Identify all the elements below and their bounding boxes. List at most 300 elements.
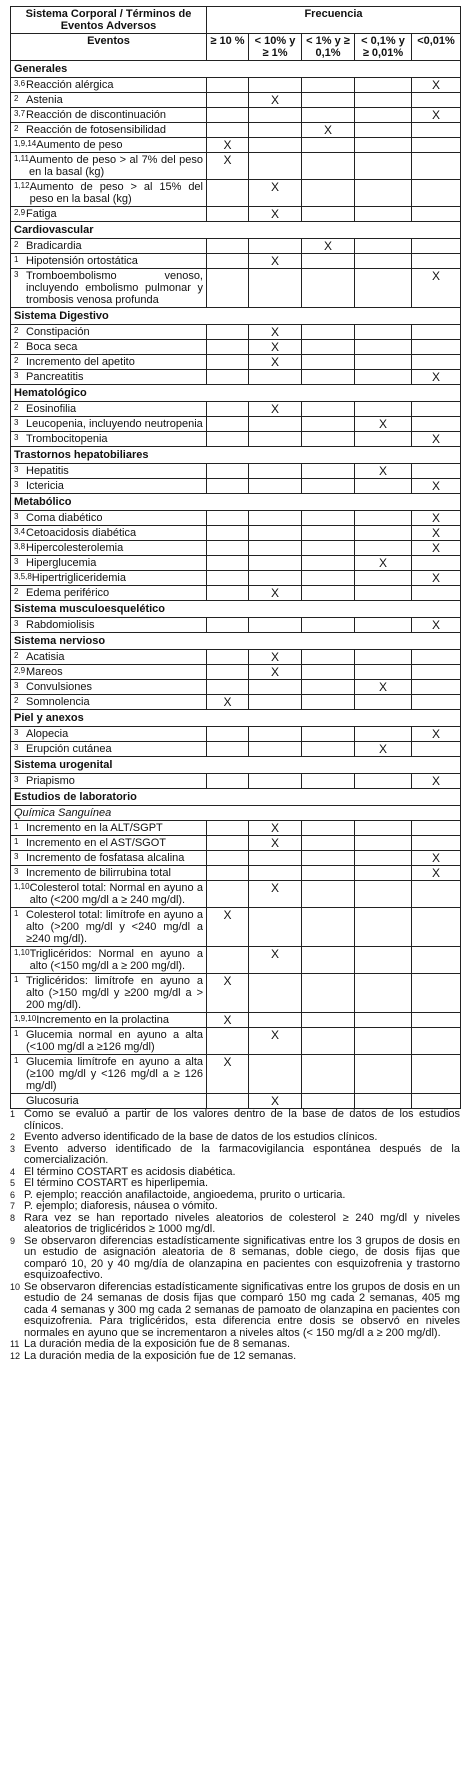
frequency-mark: X bbox=[270, 402, 279, 416]
frequency-cell bbox=[249, 432, 302, 447]
section-header-row bbox=[11, 710, 461, 727]
frequency-cell bbox=[302, 695, 355, 710]
event-term-cell bbox=[11, 417, 207, 432]
footnote-text: Evento adverso identificado de la farmacovigilancia espontánea después de la comercialización. bbox=[24, 1142, 460, 1166]
table-row bbox=[11, 123, 461, 138]
footnote-ref: 1 bbox=[14, 909, 19, 918]
table-row bbox=[11, 432, 461, 447]
frequency-cell bbox=[249, 742, 302, 757]
frequency-cell bbox=[302, 417, 355, 432]
event-term-cell bbox=[11, 1013, 207, 1028]
frequency-cell bbox=[249, 108, 302, 123]
frequency-cell bbox=[412, 680, 461, 695]
table-row bbox=[11, 618, 461, 633]
frequency-cell bbox=[302, 680, 355, 695]
footnote-ref: 1,11 bbox=[14, 154, 29, 163]
event-term-cell bbox=[11, 123, 207, 138]
event-term-cell bbox=[11, 774, 207, 789]
frequency-cell bbox=[249, 680, 302, 695]
footnote-ref: 3 bbox=[14, 270, 19, 279]
table-body bbox=[11, 61, 461, 1109]
section-title: Metabólico bbox=[11, 494, 461, 511]
event-term: Rabdomiolisis bbox=[26, 619, 95, 631]
frequency-cell bbox=[412, 821, 461, 836]
frequency-cell bbox=[207, 541, 249, 556]
footnote-ref: 1 bbox=[14, 822, 19, 831]
event-term-cell bbox=[11, 586, 207, 601]
footnote-text: Evento adverso identificado de la base de datos de los estudios clínicos. bbox=[24, 1131, 378, 1143]
table-row bbox=[11, 239, 461, 254]
footnote-ref: 2 bbox=[14, 240, 19, 249]
footnote-ref: 3 bbox=[14, 743, 19, 752]
event-term-cell bbox=[11, 254, 207, 269]
frequency-cell bbox=[302, 464, 355, 479]
table-row bbox=[11, 153, 461, 180]
footnote-text: El término COSTART es acidosis diabética. bbox=[24, 1165, 236, 1178]
event-term: Leucopenia, incluyendo neutropenia bbox=[26, 418, 203, 430]
event-term-cell bbox=[11, 571, 207, 586]
frequency-cell bbox=[249, 402, 302, 417]
table-row bbox=[11, 947, 461, 974]
frequency-mark: X bbox=[270, 325, 279, 339]
footnote-number: 1 bbox=[10, 1109, 16, 1119]
frequency-mark: X bbox=[378, 742, 387, 756]
frequency-cell bbox=[412, 78, 461, 93]
event-term: Colesterol total: Normal en ayuno a alto (<200 mg/dl a ≥ 240 mg/dl). bbox=[29, 882, 203, 906]
frequency-mark: X bbox=[270, 947, 279, 961]
table-row bbox=[11, 742, 461, 757]
frequency-cell bbox=[302, 908, 355, 947]
frequency-cell bbox=[207, 836, 249, 851]
frequency-mark: X bbox=[270, 821, 279, 835]
footnote-ref: 2 bbox=[14, 403, 19, 412]
footnote-text: Como se evaluó a partir de los valores dentro de la base de datos de los estudios clínicos. bbox=[24, 1108, 460, 1132]
frequency-cell bbox=[249, 727, 302, 742]
event-term: Hipertrigliceridemia bbox=[31, 572, 126, 584]
footnote-ref: 2 bbox=[14, 696, 19, 705]
frequency-cell bbox=[355, 774, 412, 789]
event-term: Glucosuria bbox=[26, 1095, 79, 1107]
footnote-ref: 3,8 bbox=[14, 542, 26, 551]
footnote-item bbox=[10, 1236, 460, 1282]
event-term-cell bbox=[11, 78, 207, 93]
event-term-cell bbox=[11, 680, 207, 695]
frequency-cell bbox=[412, 479, 461, 494]
frequency-cell bbox=[207, 464, 249, 479]
freq-col-header: < 0,1% y ≥ 0,01% bbox=[355, 34, 412, 61]
frequency-cell bbox=[302, 1055, 355, 1094]
footnote-text: P. ejemplo; reacción anafilactoide, angioedema, prurito o urticaria. bbox=[24, 1188, 346, 1201]
frequency-cell bbox=[302, 821, 355, 836]
footnote-text: Se observaron diferencias estadísticamente significativas entre los grupos de dosis en un estudio de 24 semanas de dosis fijas que comparó 150 mg cada 2 semanas, 405 mg cada 4 semanas y 300 mg cada 2 semanas de pamoato de olanzapina en pacientes con esquizofrenia. Para triglicéridos, esta diferencia entre dosis se observó en niveles normales en ayuno que se incrementaron a niveles altos (< 150 mg/dl a ≥ 200 mg/dl). bbox=[24, 1280, 460, 1339]
table-row bbox=[11, 340, 461, 355]
frequency-cell bbox=[355, 108, 412, 123]
event-term: Incremento en el AST/SGOT bbox=[26, 837, 167, 849]
footnote-ref: 2 bbox=[14, 356, 19, 365]
section-header-row bbox=[11, 222, 461, 239]
table-row bbox=[11, 1055, 461, 1094]
event-term-cell bbox=[11, 108, 207, 123]
frequency-cell bbox=[355, 821, 412, 836]
frequency-cell bbox=[302, 269, 355, 308]
frequency-mark: X bbox=[432, 571, 441, 585]
footnote-ref: 3 bbox=[14, 512, 19, 521]
frequency-cell bbox=[302, 541, 355, 556]
frequency-cell bbox=[412, 836, 461, 851]
footnote-text: El término COSTART es hiperlipemia. bbox=[24, 1177, 209, 1189]
event-term-cell bbox=[11, 556, 207, 571]
frequency-cell bbox=[249, 1055, 302, 1094]
frequency-mark: X bbox=[223, 908, 232, 922]
frequency-cell bbox=[412, 851, 461, 866]
section-title: Sistema nervioso bbox=[11, 633, 461, 650]
frequency-cell bbox=[355, 123, 412, 138]
frequency-cell bbox=[207, 78, 249, 93]
frequency-cell bbox=[302, 1028, 355, 1055]
frequency-cell bbox=[302, 556, 355, 571]
footnote-ref: 3 bbox=[14, 775, 19, 784]
event-term: Hepatitis bbox=[26, 465, 69, 477]
frequency-cell bbox=[249, 180, 302, 207]
footnote-ref: 1 bbox=[14, 837, 19, 846]
frequency-cell bbox=[207, 774, 249, 789]
frequency-cell bbox=[412, 908, 461, 947]
table-row bbox=[11, 370, 461, 385]
frequency-cell bbox=[412, 586, 461, 601]
frequency-cell bbox=[355, 325, 412, 340]
frequency-cell bbox=[207, 947, 249, 974]
event-term-cell bbox=[11, 727, 207, 742]
frequency-cell bbox=[412, 254, 461, 269]
frequency-mark: X bbox=[432, 526, 441, 540]
frequency-cell bbox=[412, 1028, 461, 1055]
frequency-mark: X bbox=[378, 680, 387, 694]
event-term: Incremento en la prolactina bbox=[36, 1014, 169, 1026]
footnote-ref: 3 bbox=[14, 433, 19, 442]
frequency-cell bbox=[207, 881, 249, 908]
frequency-cell bbox=[412, 727, 461, 742]
table-row bbox=[11, 417, 461, 432]
frequency-mark: X bbox=[432, 618, 441, 632]
footnote-item bbox=[10, 1178, 460, 1190]
frequency-mark: X bbox=[432, 269, 441, 283]
frequency-cell bbox=[207, 908, 249, 947]
frequency-cell bbox=[412, 417, 461, 432]
footnote-item bbox=[10, 1282, 460, 1340]
event-term: Pancreatitis bbox=[26, 371, 84, 383]
frequency-cell bbox=[249, 836, 302, 851]
frequency-mark: X bbox=[432, 479, 441, 493]
frequency-cell bbox=[302, 742, 355, 757]
event-term: Ictericia bbox=[26, 480, 64, 492]
footnote-ref: 1 bbox=[14, 255, 19, 264]
table-row bbox=[11, 402, 461, 417]
footnote-ref: 2,9 bbox=[14, 666, 26, 675]
table-row bbox=[11, 464, 461, 479]
frequency-cell bbox=[302, 1094, 355, 1109]
frequency-cell bbox=[302, 370, 355, 385]
frequency-cell bbox=[412, 138, 461, 153]
freq-col-header: < 1% y ≥ 0,1% bbox=[302, 34, 355, 61]
frequency-cell bbox=[249, 618, 302, 633]
table-row bbox=[11, 586, 461, 601]
event-term: Somnolencia bbox=[26, 696, 90, 708]
event-term: Glucemia normal en ayuno a alta (<100 mg/dl a ≥126 mg/dl) bbox=[26, 1029, 203, 1053]
event-term: Aumento de peso bbox=[36, 139, 123, 151]
frequency-cell bbox=[355, 556, 412, 571]
frequency-cell bbox=[412, 464, 461, 479]
footnote-item bbox=[10, 1132, 460, 1144]
table-row bbox=[11, 479, 461, 494]
footnote-ref: 3 bbox=[14, 852, 19, 861]
frequency-mark: X bbox=[270, 586, 279, 600]
frequency-cell bbox=[249, 1013, 302, 1028]
event-term: Trombocitopenia bbox=[26, 433, 108, 445]
frequency-cell bbox=[302, 355, 355, 370]
event-term-cell bbox=[11, 1055, 207, 1094]
event-term-cell bbox=[11, 665, 207, 680]
event-term: Glucemia limítrofe en ayuno a alta (≥100 mg/dl y <126 mg/dl a ≥ 126 mg/dl) bbox=[26, 1056, 203, 1092]
table-row bbox=[11, 269, 461, 308]
event-term-cell bbox=[11, 1028, 207, 1055]
event-term: Incremento de bilirrubina total bbox=[26, 867, 171, 879]
body-system-header: Sistema Corporal / Términos de Eventos Adversos bbox=[11, 7, 207, 34]
frequency-cell bbox=[412, 742, 461, 757]
section-header-row bbox=[11, 757, 461, 774]
footnote-ref: 3,5,8 bbox=[14, 572, 32, 581]
frequency-mark: X bbox=[432, 511, 441, 525]
frequency-cell bbox=[302, 836, 355, 851]
footnote-ref: 3,6 bbox=[14, 79, 26, 88]
footnote-text: La duración media de la exposición fue de 12 semanas. bbox=[24, 1349, 297, 1362]
event-term-cell bbox=[11, 269, 207, 308]
event-term: Incremento en la ALT/SGPT bbox=[26, 822, 163, 834]
frequency-cell bbox=[249, 541, 302, 556]
frequency-cell bbox=[355, 511, 412, 526]
event-term: Incremento de fosfatasa alcalina bbox=[26, 852, 185, 864]
section-header-row bbox=[11, 385, 461, 402]
table-row bbox=[11, 93, 461, 108]
frequency-cell bbox=[207, 138, 249, 153]
frequency-cell bbox=[302, 526, 355, 541]
frequency-cell bbox=[207, 511, 249, 526]
event-term: Hiperglucemia bbox=[26, 557, 97, 569]
footnote-number: 7 bbox=[10, 1201, 16, 1211]
table-row bbox=[11, 821, 461, 836]
event-term-cell bbox=[11, 355, 207, 370]
frequency-cell bbox=[249, 370, 302, 385]
frequency-cell bbox=[412, 239, 461, 254]
frequency-cell bbox=[302, 479, 355, 494]
footnote-number: 3 bbox=[10, 1143, 16, 1154]
table-row bbox=[11, 774, 461, 789]
section-header-row bbox=[11, 789, 461, 806]
footnote-number: 10 bbox=[10, 1281, 21, 1292]
frequency-cell bbox=[249, 556, 302, 571]
frequency-cell bbox=[249, 153, 302, 180]
frequency-cell bbox=[412, 340, 461, 355]
event-term-cell bbox=[11, 153, 207, 180]
frequency-cell bbox=[412, 180, 461, 207]
event-term: Astenia bbox=[26, 94, 63, 106]
frequency-cell bbox=[249, 355, 302, 370]
frequency-cell bbox=[355, 1055, 412, 1094]
event-term: Bradicardia bbox=[26, 240, 82, 252]
event-term: Boca seca bbox=[26, 341, 78, 353]
footnote-number: 5 bbox=[10, 1178, 16, 1188]
frequency-cell bbox=[355, 479, 412, 494]
frequency-cell bbox=[412, 665, 461, 680]
table-row bbox=[11, 727, 461, 742]
frequency-cell bbox=[412, 207, 461, 222]
frequency-cell bbox=[302, 432, 355, 447]
frequency-cell bbox=[302, 866, 355, 881]
frequency-cell bbox=[249, 947, 302, 974]
frequency-cell bbox=[249, 123, 302, 138]
frequency-cell bbox=[249, 138, 302, 153]
frequency-cell bbox=[249, 1094, 302, 1109]
event-term: Fatiga bbox=[26, 208, 57, 220]
frequency-mark: X bbox=[378, 556, 387, 570]
frequency-cell bbox=[207, 650, 249, 665]
table-row bbox=[11, 556, 461, 571]
frequency-cell bbox=[355, 417, 412, 432]
table-row bbox=[11, 571, 461, 586]
frequency-cell bbox=[412, 93, 461, 108]
footnote-ref: 3,4 bbox=[14, 527, 26, 536]
frequency-cell bbox=[412, 325, 461, 340]
table-row bbox=[11, 108, 461, 123]
frequency-mark: X bbox=[432, 866, 441, 880]
frequency-mark: X bbox=[432, 774, 441, 788]
event-term: Cetoacidosis diabética bbox=[26, 527, 137, 539]
frequency-mark: X bbox=[270, 254, 279, 268]
frequency-cell bbox=[355, 695, 412, 710]
frequency-cell bbox=[249, 650, 302, 665]
footnote-ref: 3 bbox=[14, 728, 19, 737]
frequency-cell bbox=[412, 650, 461, 665]
frequency-mark: X bbox=[270, 1094, 279, 1108]
event-term-cell bbox=[11, 742, 207, 757]
event-term: Mareos bbox=[26, 666, 63, 678]
frequency-cell bbox=[207, 340, 249, 355]
frequency-mark: X bbox=[270, 881, 279, 895]
frequency-mark: X bbox=[432, 727, 441, 741]
frequency-cell bbox=[249, 908, 302, 947]
frequency-cell bbox=[412, 153, 461, 180]
frequency-cell bbox=[249, 479, 302, 494]
footnote-number: 8 bbox=[10, 1212, 16, 1223]
event-term-cell bbox=[11, 325, 207, 340]
section-header-row bbox=[11, 633, 461, 650]
footnote-ref: 3,7 bbox=[14, 109, 26, 118]
event-term: Reacción de fotosensibilidad bbox=[26, 124, 167, 136]
frequency-cell bbox=[302, 650, 355, 665]
event-term-cell bbox=[11, 340, 207, 355]
adverse-events-document bbox=[10, 6, 460, 1362]
frequency-cell bbox=[302, 511, 355, 526]
frequency-mark: X bbox=[270, 340, 279, 354]
frequency-mark: X bbox=[223, 974, 232, 988]
frequency-cell bbox=[412, 556, 461, 571]
table-row bbox=[11, 541, 461, 556]
frequency-mark: X bbox=[270, 93, 279, 107]
frequency-cell bbox=[302, 325, 355, 340]
frequency-cell bbox=[302, 571, 355, 586]
event-term-cell bbox=[11, 618, 207, 633]
frequency-cell bbox=[412, 571, 461, 586]
frequency-cell bbox=[249, 526, 302, 541]
frequency-cell bbox=[302, 239, 355, 254]
section-title: Sistema musculoesquelético bbox=[11, 601, 461, 618]
frequency-mark: X bbox=[270, 1028, 279, 1042]
frequency-cell bbox=[207, 821, 249, 836]
event-term: Hipercolesterolemia bbox=[26, 542, 124, 554]
frequency-cell bbox=[249, 464, 302, 479]
header-row-1 bbox=[11, 7, 461, 34]
footnote-ref: 3 bbox=[14, 371, 19, 380]
frequency-cell bbox=[207, 742, 249, 757]
frequency-cell bbox=[249, 586, 302, 601]
event-term-cell bbox=[11, 947, 207, 974]
table-row bbox=[11, 1028, 461, 1055]
frequency-cell bbox=[302, 665, 355, 680]
frequency-cell bbox=[355, 239, 412, 254]
frequency-cell bbox=[355, 586, 412, 601]
frequency-cell bbox=[207, 153, 249, 180]
event-term: Aumento de peso > al 7% del peso en la basal (kg) bbox=[28, 154, 203, 178]
frequency-cell bbox=[302, 207, 355, 222]
footnote-ref: 1 bbox=[14, 975, 19, 984]
frequency-cell bbox=[249, 774, 302, 789]
frequency-cell bbox=[355, 269, 412, 308]
frequency-cell bbox=[355, 974, 412, 1013]
table-row bbox=[11, 650, 461, 665]
frequency-cell bbox=[412, 1013, 461, 1028]
frequency-cell bbox=[412, 1055, 461, 1094]
section-title: Sistema Digestivo bbox=[11, 308, 461, 325]
frequency-mark: X bbox=[432, 432, 441, 446]
event-term: Triglicéridos: Normal en ayuno a alto (<150 mg/dl a ≥ 200 mg/dl). bbox=[29, 948, 203, 972]
footnote-ref: 1,9,10 bbox=[14, 1014, 37, 1023]
frequency-mark: X bbox=[270, 207, 279, 221]
frequency-cell bbox=[249, 254, 302, 269]
table-row bbox=[11, 908, 461, 947]
frequency-cell bbox=[249, 1028, 302, 1055]
frequency-mark: X bbox=[323, 239, 332, 253]
event-term-cell bbox=[11, 851, 207, 866]
frequency-cell bbox=[412, 695, 461, 710]
frequency-mark: X bbox=[432, 541, 441, 555]
frequency-cell bbox=[207, 866, 249, 881]
frequency-cell bbox=[207, 556, 249, 571]
event-term: Triglicéridos: limítrofe en ayuno a alto (>150 mg/dl y ≥200 mg/dl a > 200 mg/dl). bbox=[26, 975, 203, 1011]
event-term: Colesterol total: limítrofe en ayuno a alto (>200 mg/dl y <240 mg/dl a ≥240 mg/dl). bbox=[26, 909, 203, 945]
table-row bbox=[11, 851, 461, 866]
frequency-cell bbox=[249, 866, 302, 881]
frequency-cell bbox=[207, 974, 249, 1013]
frequency-cell bbox=[207, 269, 249, 308]
section-title: Piel y anexos bbox=[11, 710, 461, 727]
frequency-mark: X bbox=[270, 836, 279, 850]
frequency-cell bbox=[355, 78, 412, 93]
event-term-cell bbox=[11, 432, 207, 447]
table-row bbox=[11, 836, 461, 851]
frequency-cell bbox=[355, 355, 412, 370]
frequency-cell bbox=[355, 742, 412, 757]
frequency-cell bbox=[302, 402, 355, 417]
frequency-cell bbox=[302, 774, 355, 789]
